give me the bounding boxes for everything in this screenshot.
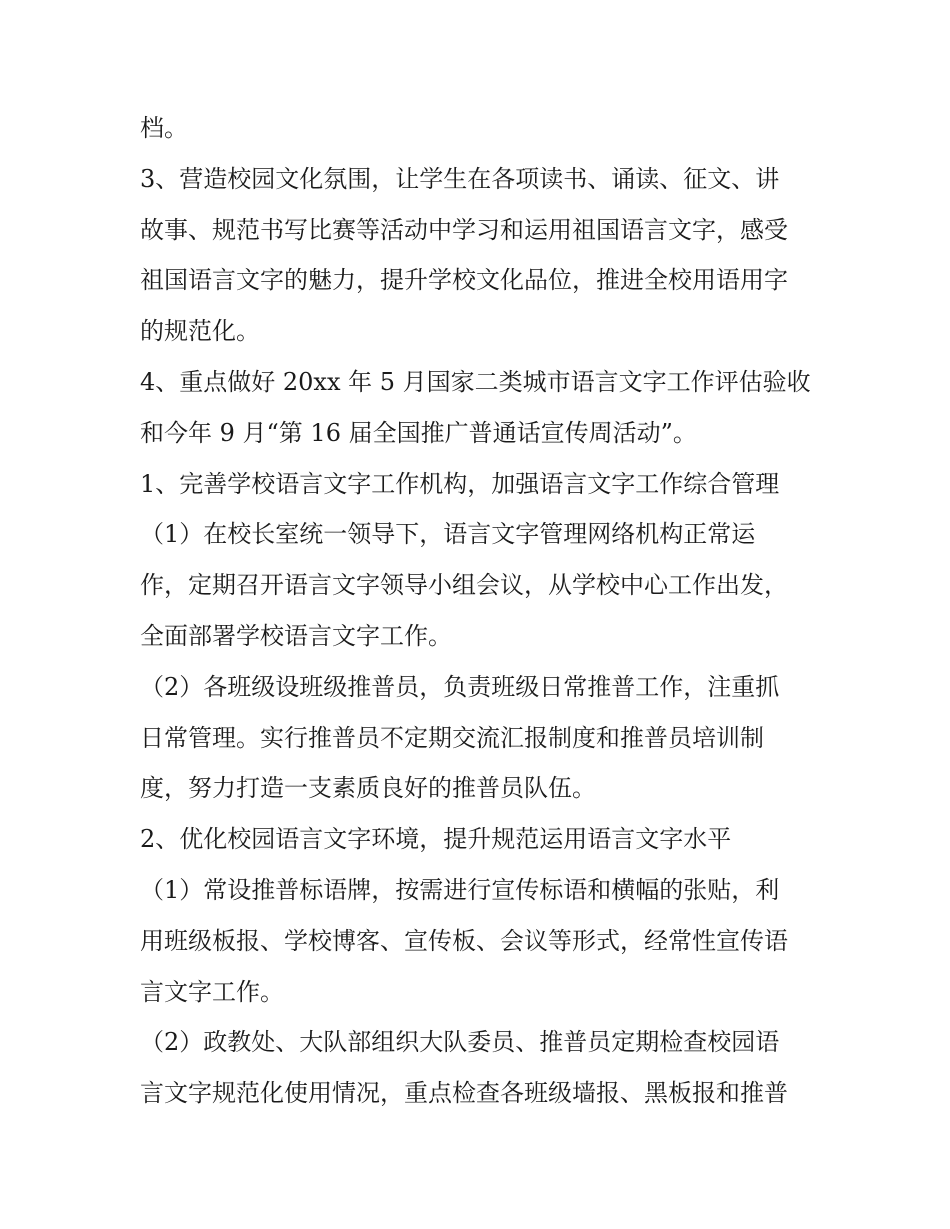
text-line: 作，定期召开语言文字领导小组会议，从学校中心工作出发， [140,571,788,600]
text-line: 度，努力打造一支素质良好的推普员队伍。 [140,774,596,803]
text-line: 日常管理。实行推普员不定期交流汇报制度和推普员培训制 [140,723,764,752]
text-line: 祖国语言文字的魅力，提升学校文化品位，推进全校用语用字 [140,266,788,295]
text-line: 用班级板报、学校博客、宣传板、会议等形式，经常性宣传语 [140,926,788,955]
text-line: （2）政教处、大队部组织大队委员、推普员定期检查校园语 [140,1028,780,1057]
text-line: 言文字工作。 [140,977,284,1006]
text-line: 和今年 9 月“第 16 届全国推广普通话宣传周活动”。 [140,418,697,447]
text-line: 3、营造校园文化氛围，让学生在各项读书、诵读、征文、讲 [140,164,780,193]
text-line: 全面部署学校语言文字工作。 [140,621,452,650]
text-line: 言文字规范化使用情况，重点检查各班级墙报、黑板报和推普 [140,1079,788,1108]
text-line: （1）常设推普标语牌，按需进行宣传标语和横幅的张贴，利 [140,875,780,904]
text-line: （1）在校长室统一领导下，语言文字管理网络机构正常运 [140,520,756,549]
text-line: 故事、规范书写比赛等活动中学习和运用祖国语言文字，感受 [140,215,788,244]
text-line: 4、重点做好 20xx 年 5 月国家二类城市语言文字工作评估验收 [140,367,811,396]
document-body [140,103,830,1119]
text-line: 的规范化。 [140,317,260,346]
text-line: 2、优化校园语言文字环境，提升规范运用语言文字水平 [140,825,732,854]
text-line: 档。 [140,114,188,142]
text-line: 1、完善学校语言文字工作机构，加强语言文字工作综合管理 [140,469,780,498]
text-line: （2）各班级设班级推普员，负责班级日常推普工作，注重抓 [140,672,780,701]
